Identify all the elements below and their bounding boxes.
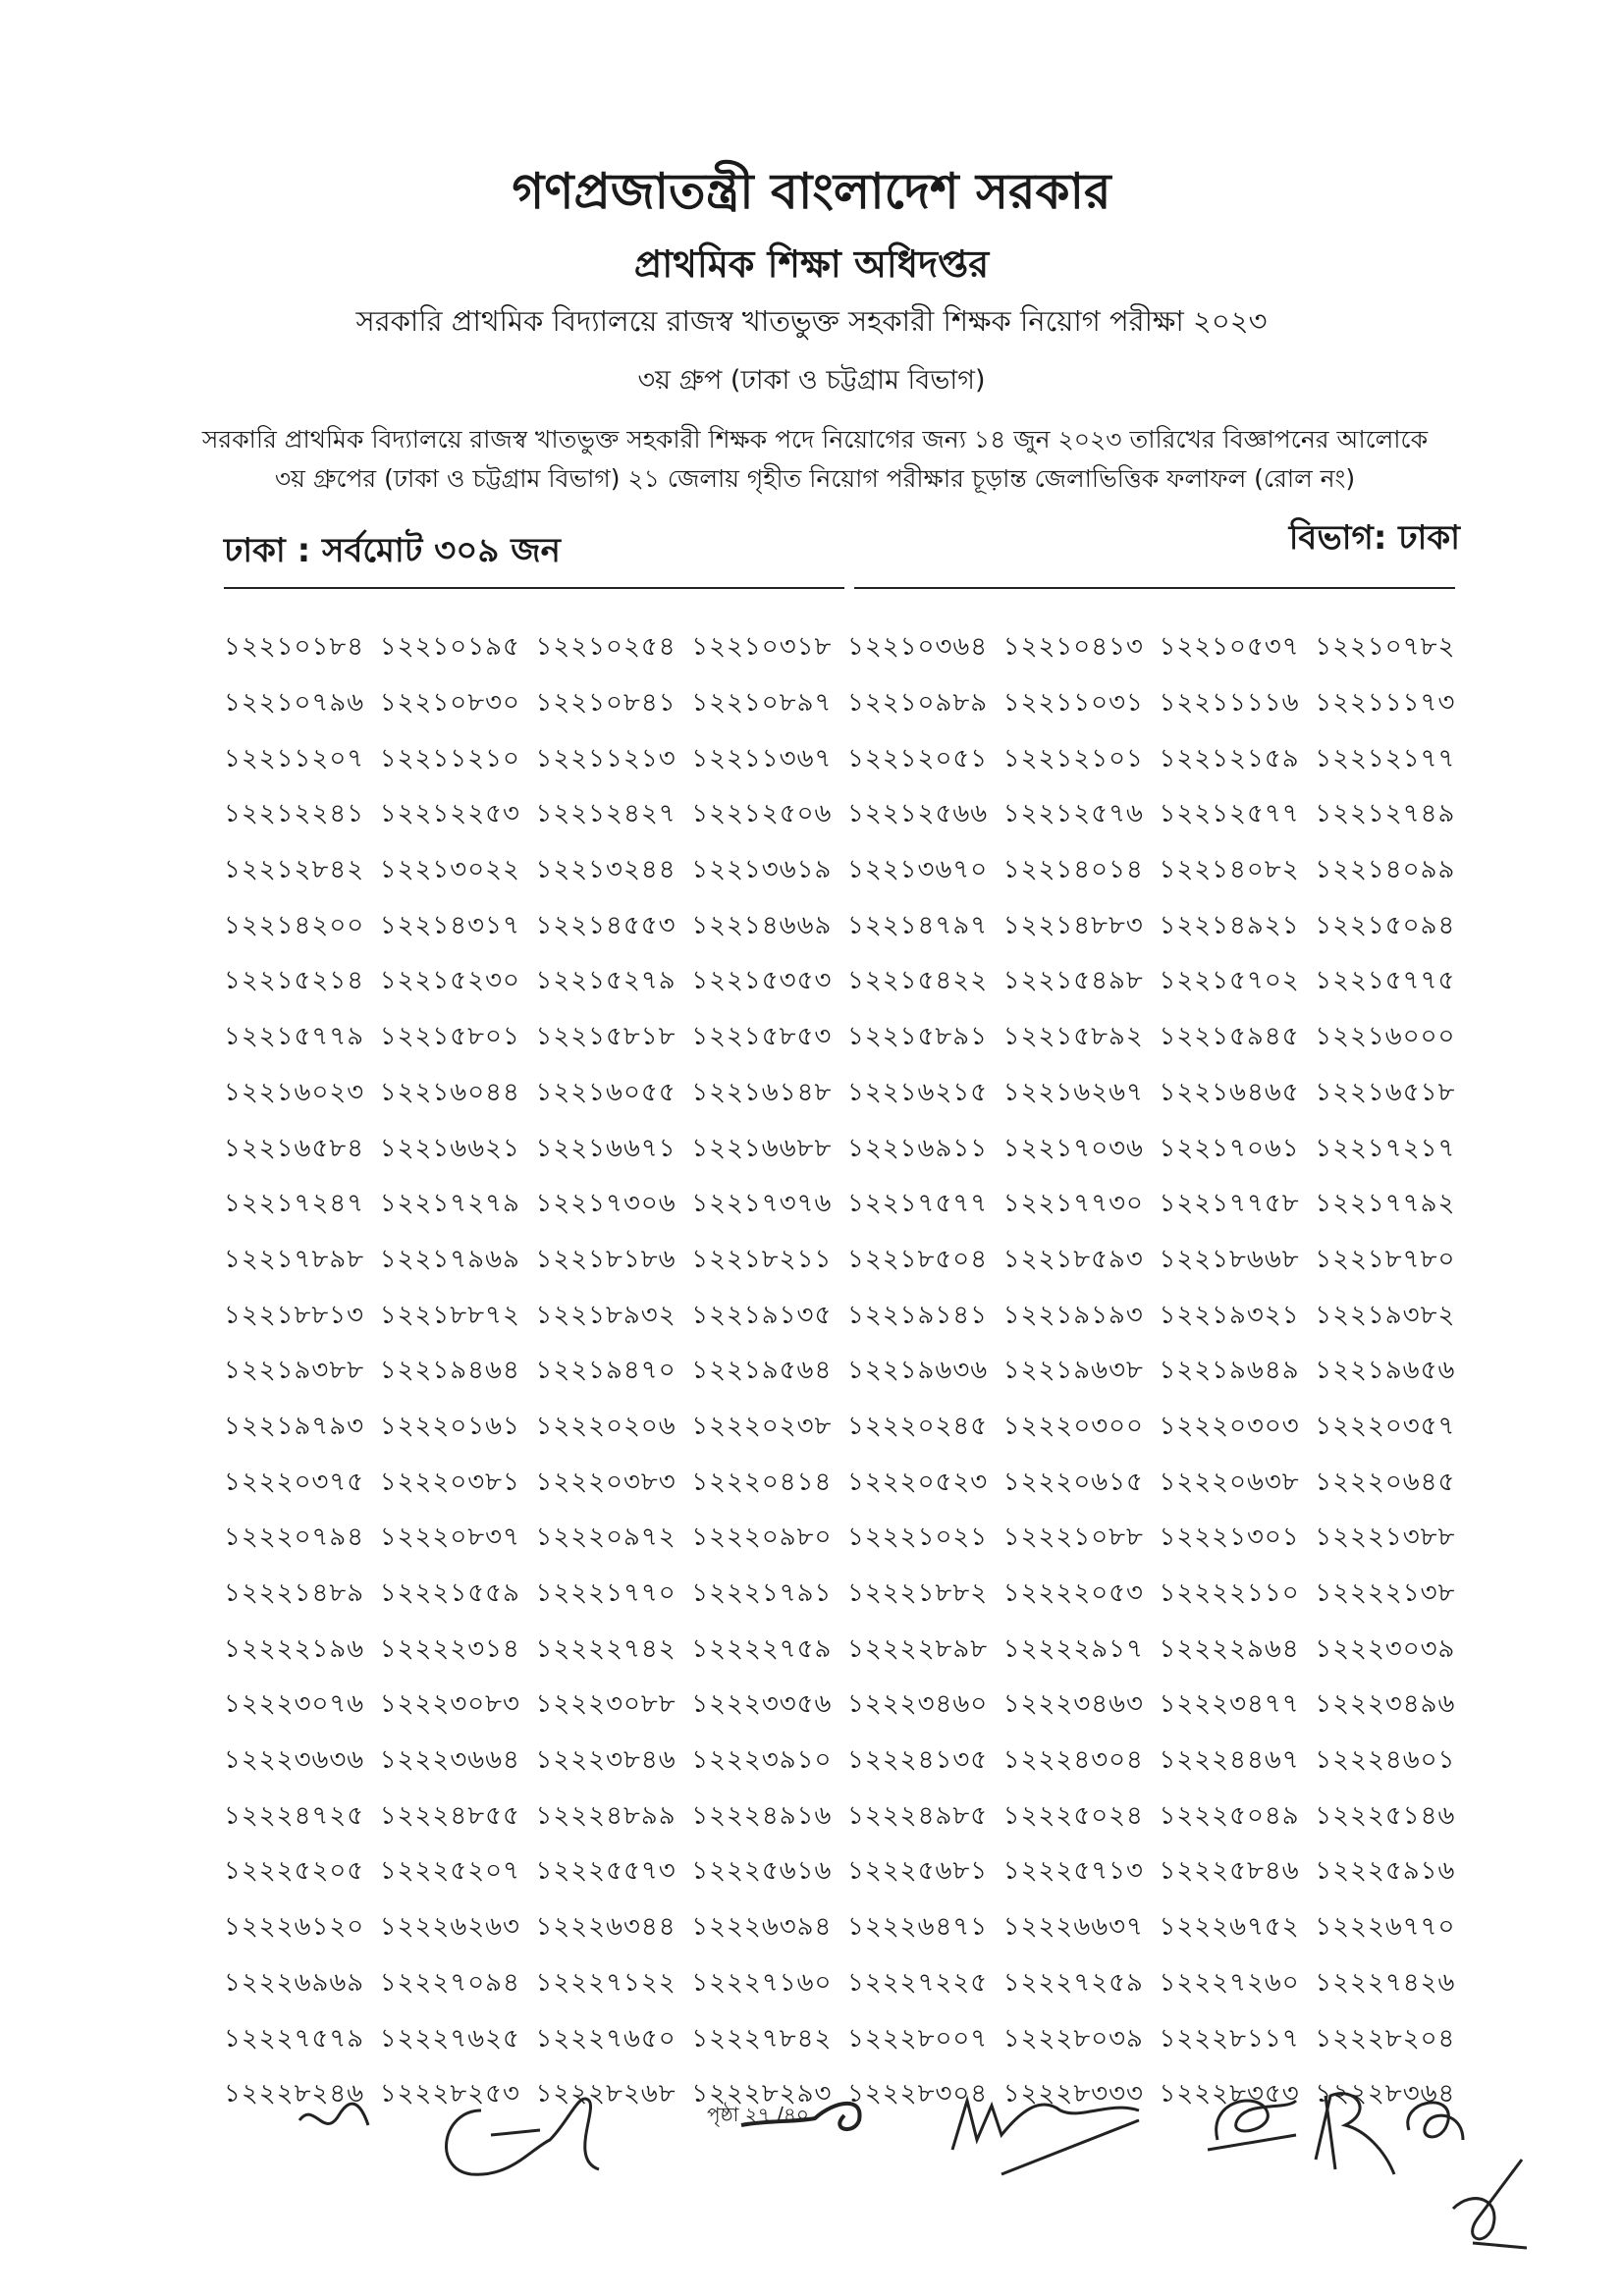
- roll-number: ১২২১৮৬৬৮: [1159, 1244, 1300, 1274]
- roll-number: ১২২২১০৮৮: [1002, 1522, 1144, 1553]
- roll-number: ১২২২৬২৬৩: [379, 1912, 520, 1943]
- roll-number: ১২২১৩২৪৪: [535, 855, 676, 885]
- roll-number: ১২২১৭২১৭: [1315, 1133, 1456, 1163]
- notice-line-2: ৩য় গ্রুপের (ঢাকা ও চট্টগ্রাম বিভাগ) ২১ জেলায় গৃহীত নিয়োগ পরীক্ষার চূড়ান্ত জেলাভিত্তিক ফলাফল (রোল নং): [274, 464, 1356, 493]
- roll-number: ১২২১০৫৩৭: [1159, 632, 1300, 663]
- roll-number: ১২২২৮২৯৩: [691, 2079, 833, 2109]
- roll-number: ১২২২০৬৪৫: [1315, 1467, 1456, 1497]
- roll-number: ১২২১২৭৪৯: [1315, 799, 1456, 829]
- roll-number: ১২২২৮২৫৩: [379, 2079, 520, 2109]
- roll-number: ১২২২৫২০৫: [224, 1856, 365, 1887]
- roll-number: ১২২১৫৮৯১: [847, 1022, 989, 1052]
- roll-number: ১২২২০৩০৩: [1159, 1411, 1300, 1441]
- roll-row: [224, 1010, 1471, 1066]
- roll-number: ১২২১৫২১৪: [224, 966, 365, 996]
- roll-row: [224, 1344, 1471, 1400]
- roll-number: ১২২২৮৩৬৪: [1315, 2079, 1456, 2109]
- roll-number: ১২২১০৯৮৯: [847, 688, 989, 719]
- roll-number: ১২২১৫৭৭৫: [1315, 966, 1456, 996]
- roll-number: ১২২২১৫৫৯: [379, 1578, 520, 1609]
- roll-number: ১২২২২০৫৩: [1002, 1578, 1144, 1609]
- roll-number: ১২২১২০৫১: [847, 743, 989, 774]
- roll-number: ১২২১১২০৭: [224, 743, 365, 774]
- roll-number: ১২২১০৭৮২: [1315, 632, 1456, 663]
- roll-number: ১২২২১৩০১: [1159, 1522, 1300, 1553]
- roll-number: ১২২১৪২০০: [224, 910, 365, 940]
- roll-number: ১২২১০৩১৮: [691, 632, 833, 663]
- roll-number: ১২২২৪৮৫৫: [379, 1800, 520, 1831]
- roll-number: ১২২২৭৪২৬: [1315, 1967, 1456, 1998]
- roll-number: ১২২১৬০৪৪: [379, 1077, 520, 1107]
- roll-number: ১২২১৭০৬১: [1159, 1133, 1300, 1163]
- roll-number: ১২২১৮২১১: [691, 1244, 833, 1274]
- roll-number: ১২২২০৩০০: [1002, 1411, 1144, 1441]
- roll-number: ১২২১৯৩৮৮: [224, 1356, 365, 1386]
- roll-number: ১২২২৭২৫৯: [1002, 1967, 1144, 1998]
- roll-row: [224, 1678, 1471, 1734]
- roll-number: ১২২১৯৬৩৬: [847, 1356, 989, 1386]
- roll-number: ১২২২০২৩৮: [691, 1411, 833, 1441]
- roll-number: ১২২২৪৬০১: [1315, 1745, 1456, 1776]
- roll-row: [224, 1511, 1471, 1567]
- roll-number: ১২২২৬৪৭১: [847, 1912, 989, 1943]
- roll-number: ১২২১৯৬৪৯: [1159, 1356, 1300, 1386]
- roll-number: ১২২২১৩৮৮: [1315, 1522, 1456, 1553]
- roll-number: ১২২১৫৯৪৫: [1159, 1022, 1300, 1052]
- roll-number: ১২২২৪১৩৫: [847, 1745, 989, 1776]
- signature-3: [943, 2081, 1168, 2189]
- roll-number: ১২২১৯৩২১: [1159, 1300, 1300, 1330]
- roll-number: ১২২১২৫৭৬: [1002, 799, 1144, 829]
- roll-number: ১২২২৪৮৯৯: [535, 1800, 676, 1831]
- roll-number: ১২২২২৯৬৪: [1159, 1633, 1300, 1664]
- roll-number: ১২২১৪৭৯৭: [847, 910, 989, 940]
- roll-number: ১২২২৬১২০: [224, 1912, 365, 1943]
- roll-number: ১২২২৭৮৪২: [691, 2023, 833, 2054]
- roll-number: ১২২১৫০৯৪: [1315, 910, 1456, 940]
- roll-number: ১২২১৬৪৬৫: [1159, 1077, 1300, 1107]
- roll-number: ১২২২৮০৩৯: [1002, 2023, 1144, 2054]
- exam-title: সরকারি প্রাথমিক বিদ্যালয়ে রাজস্ব খাতভুক্ত সহকারী শিক্ষক নিয়োগ পরীক্ষা ২০২৩: [355, 304, 1268, 338]
- roll-row: [224, 1066, 1471, 1122]
- signature-4: [1198, 2081, 1306, 2160]
- division-label: বিভাগ: ঢাকা: [1288, 518, 1460, 558]
- roll-number: ১২২২১৪৮৯: [224, 1578, 365, 1609]
- roll-number: ১২২১১২১৩: [535, 743, 676, 774]
- roll-number: ১২২১৪৩১৭: [379, 910, 520, 940]
- roll-number: ১২২২৩০৮৮: [535, 1689, 676, 1720]
- roll-number: ১২২২০৭৯৪: [224, 1522, 365, 1553]
- roll-number: ১২২১১০৩১: [1002, 688, 1144, 719]
- roll-number: ১২২১৪৯২১: [1159, 910, 1300, 940]
- roll-number: ১২২১৫৩৫৩: [691, 966, 833, 996]
- roll-number: ১২২১৮৯৩২: [535, 1300, 676, 1330]
- roll-number: ১২২২২৩১৪: [379, 1633, 520, 1664]
- roll-number: ১২২১২৫৭৭: [1159, 799, 1300, 829]
- roll-number: ১২২২৫২০৭: [379, 1856, 520, 1887]
- roll-row: [224, 1455, 1471, 1511]
- roll-row: [224, 731, 1471, 787]
- roll-number: ১২২১৭৯৬৯: [379, 1244, 520, 1274]
- roll-number: ১২২১৫২৭৯: [535, 966, 676, 996]
- roll-number: ১২২১৫২৩০: [379, 966, 520, 996]
- roll-number: ১২২১৯৩৮২: [1315, 1300, 1456, 1330]
- roll-number: ১২২২০৮৩৭: [379, 1522, 520, 1553]
- roll-number: ১২২২৬৯৬৯: [224, 1967, 365, 1998]
- roll-number: ১২২১১৩৬৭: [691, 743, 833, 774]
- roll-row: [224, 1844, 1471, 1900]
- roll-number: ১২২১৯১৯৩: [1002, 1300, 1144, 1330]
- roll-number: ১২২২৫৯১৬: [1315, 1856, 1456, 1887]
- roll-row: [224, 2011, 1471, 2067]
- roll-number: ১২২১২১০১: [1002, 743, 1144, 774]
- roll-number: ১২২২১৮৮২: [847, 1578, 989, 1609]
- roll-number: ১২২২৩০৭৬: [224, 1689, 365, 1720]
- roll-number: ১২২১৬৫১৮: [1315, 1077, 1456, 1107]
- signature-1: [422, 2081, 619, 2189]
- roll-number: ১২২২১৭৭০: [535, 1578, 676, 1609]
- roll-number: ১২২২০৪১৪: [691, 1467, 833, 1497]
- roll-number: ১২২১৯৬৩৮: [1002, 1356, 1144, 1386]
- roll-number: ১২২১২২৫৩: [379, 799, 520, 829]
- roll-number: ১২২২৩৪৯৬: [1315, 1689, 1456, 1720]
- roll-number: ১২২২২১৩৮: [1315, 1578, 1456, 1609]
- roll-number: ১২২১৪০৮২: [1159, 855, 1300, 885]
- roll-number: ১২২২৩৩৫৬: [691, 1689, 833, 1720]
- roll-number: ১২২১২২৪১: [224, 799, 365, 829]
- roll-number: ১২২২০৬১৫: [1002, 1467, 1144, 1497]
- roll-number: ১২২২৭২৬০: [1159, 1967, 1300, 1998]
- divider-right: [854, 587, 1455, 589]
- roll-number: ১২২২৮৩০৪: [847, 2079, 989, 2109]
- roll-row: [224, 1789, 1471, 1844]
- roll-number: ১২২২৭৫৭৯: [224, 2023, 365, 2054]
- roll-number: ১২২১৭০৩৬: [1002, 1133, 1144, 1163]
- roll-number: ১২২১৪৬৬৯: [691, 910, 833, 940]
- roll-number: ১২২১৯১৪১: [847, 1300, 989, 1330]
- roll-number: ১২২১৭৮৯৮: [224, 1244, 365, 1274]
- district-total: ঢাকা : সর্বমোট ৩০৯ জন: [224, 531, 561, 570]
- roll-row: [224, 1622, 1471, 1678]
- roll-number: ১২২১২৪২৭: [535, 799, 676, 829]
- roll-number: ১২২১৯৬৫৬: [1315, 1356, 1456, 1386]
- roll-number: ১২২১০৮৪১: [535, 688, 676, 719]
- roll-number: ১২২১৬৯১১: [847, 1133, 989, 1163]
- roll-number-grid: [224, 620, 1471, 2123]
- roll-number: ১২২১৮৫৯৩: [1002, 1244, 1144, 1274]
- roll-number: ১২২১৬৬৮৮: [691, 1133, 833, 1163]
- roll-number: ১২২১২৫০৬: [691, 799, 833, 829]
- roll-number: ১২২২২১১০: [1159, 1578, 1300, 1609]
- roll-number: ১২২১৯৪৭০: [535, 1356, 676, 1386]
- signature-2: [736, 2081, 874, 2140]
- roll-number: ১২২১২১৭৭: [1315, 743, 1456, 774]
- roll-number: ১২২২৫৭১৩: [1002, 1856, 1144, 1887]
- roll-row: [224, 1400, 1471, 1456]
- roll-number: ১২২১৪৫৫৩: [535, 910, 676, 940]
- roll-number: ১২২২৮৩৩৩: [1002, 2079, 1144, 2109]
- roll-number: ১২২২৪৯৮৫: [847, 1800, 989, 1831]
- roll-number: ১২২১০১৯৫: [379, 632, 520, 663]
- government-title: গণপ্রজাতন্ত্রী বাংলাদেশ সরকার: [512, 163, 1111, 220]
- roll-number: ১২২১২৫৬৬: [847, 799, 989, 829]
- roll-number: ১২২১১১৭৩: [1315, 688, 1456, 719]
- roll-row: [224, 620, 1471, 676]
- roll-number: ১২২২৬৭৫২: [1159, 1912, 1300, 1943]
- signature-6: [1394, 2081, 1473, 2160]
- roll-row: [224, 843, 1471, 899]
- roll-row: [224, 1177, 1471, 1233]
- roll-number: ১২২১৩৬১৯: [691, 855, 833, 885]
- roll-number: ১২২১৭৩০৬: [535, 1189, 676, 1219]
- roll-row: [224, 1233, 1471, 1289]
- roll-number: ১২২২৩৯১০: [691, 1745, 833, 1776]
- roll-number: ১২২২৫৮৪৬: [1159, 1856, 1300, 1887]
- signature-7: [1443, 2150, 1532, 2258]
- roll-number: ১২২১৫৭০২: [1159, 966, 1300, 996]
- roll-number: ১২২১০১৮৪: [224, 632, 365, 663]
- roll-number: ১২২২০১৬১: [379, 1411, 520, 1441]
- roll-number: ১২২২৬৬৩৭: [1002, 1912, 1144, 1943]
- roll-number: ১২২২১৭৯১: [691, 1578, 833, 1609]
- roll-number: ১২২১৫৮৫৩: [691, 1022, 833, 1052]
- initial-signature: [295, 2081, 373, 2150]
- roll-number: ১২২১৬৬২১: [379, 1133, 520, 1163]
- roll-number: ১২২২২৭৫৯: [691, 1633, 833, 1664]
- roll-number: ১২২১৮১৮৬: [535, 1244, 676, 1274]
- roll-number: ১২২২০৬৩৮: [1159, 1467, 1300, 1497]
- roll-row: [224, 1121, 1471, 1177]
- roll-number: ১২২১১১১৬: [1159, 688, 1300, 719]
- roll-number: ১২২২১০২১: [847, 1522, 989, 1553]
- roll-number: ১২২২৬৭৭০: [1315, 1912, 1456, 1943]
- roll-number: ১২২১০২৫৪: [535, 632, 676, 663]
- page-number: পৃষ্ঠা ২৭ /৪০: [707, 2103, 809, 2126]
- roll-number: ১২২২৫৬১৬: [691, 1856, 833, 1887]
- roll-number: ১২২২০২০৬: [535, 1411, 676, 1441]
- roll-number: ১২২২২১৯৬: [224, 1633, 365, 1664]
- roll-row: [224, 676, 1471, 732]
- roll-number: ১২২২৩৮৪৬: [535, 1745, 676, 1776]
- roll-row: [224, 1734, 1471, 1789]
- roll-number: ১২২২৮২০৪: [1315, 2023, 1456, 2054]
- roll-number: ১২২২৭০৯৪: [379, 1967, 520, 1998]
- roll-number: ১২২২৪৪৬৭: [1159, 1745, 1300, 1776]
- roll-number: ১২২১৬২৬৭: [1002, 1077, 1144, 1107]
- group-title: ৩য় গ্রুপ (ঢাকা ও চট্টগ্রাম বিভাগ): [637, 365, 986, 396]
- roll-number: ১২২২৮২৬৮: [535, 2079, 676, 2109]
- roll-number: ১২২২৭৬৫০: [535, 2023, 676, 2054]
- roll-number: ১২২১৪০৯৯: [1315, 855, 1456, 885]
- roll-number: ১২২২৩৪৬০: [847, 1689, 989, 1720]
- roll-number: ১২২১৮৫০৪: [847, 1244, 989, 1274]
- roll-number: ১২২২৬৩৯৪: [691, 1912, 833, 1943]
- roll-number: ১২২২৪৯১৬: [691, 1800, 833, 1831]
- roll-number: ১২২২০২৪৫: [847, 1411, 989, 1441]
- roll-number: ১২২১২৮৪২: [224, 855, 365, 885]
- roll-number: ১২২১৪০১৪: [1002, 855, 1144, 885]
- roll-row: [224, 954, 1471, 1010]
- roll-number: ১২২১৪৮৮৩: [1002, 910, 1144, 940]
- roll-number: ১২২২৮১১৭: [1159, 2023, 1300, 2054]
- roll-number: ১২২২০৫২৩: [847, 1467, 989, 1497]
- roll-number: ১২২১৬০২৩: [224, 1077, 365, 1107]
- roll-number: ১২২১৬১৪৮: [691, 1077, 833, 1107]
- roll-number: ১২২১৫৪৯৮: [1002, 966, 1144, 996]
- roll-number: ১২২১৭৩৭৬: [691, 1189, 833, 1219]
- roll-number: ১২২১১২১০: [379, 743, 520, 774]
- roll-number: ১২২১৭৭৫৮: [1159, 1189, 1300, 1219]
- roll-number: ১২২২৩০৮৩: [379, 1689, 520, 1720]
- notice-line-1: সরকারি প্রাথমিক বিদ্যালয়ে রাজস্ব খাতভুক্ত সহকারী শিক্ষক পদে নিয়োগের জন্য ১৪ জুন ২০২৩ তারিখের বিজ্ঞাপনের আলোকে: [201, 425, 1429, 454]
- roll-number: ১২২১৯৭৯৩: [224, 1411, 365, 1441]
- roll-number: ১২২১৭৭৩০: [1002, 1189, 1144, 1219]
- roll-number: ১২২২০৩৮১: [379, 1467, 520, 1497]
- directorate-title: প্রাথমিক শিক্ষা অধিদপ্তর: [633, 242, 990, 286]
- roll-number: ১২২২৫৫৭৩: [535, 1856, 676, 1887]
- roll-number: ১২২২৩৪৬৩: [1002, 1689, 1144, 1720]
- roll-number: ১২২১৫৪২২: [847, 966, 989, 996]
- roll-number: ১২২১৭২৪৭: [224, 1189, 365, 1219]
- roll-number: ১২২১০৮৯৭: [691, 688, 833, 719]
- roll-number: ১২২২০৩৮৩: [535, 1467, 676, 1497]
- roll-number: ১২২২৫০২৪: [1002, 1800, 1144, 1831]
- roll-number: ১২২২৪৭২৫: [224, 1800, 365, 1831]
- roll-number: ১২২২৮৩৫৩: [1159, 2079, 1300, 2109]
- roll-number: ১২২১০৩৬৪: [847, 632, 989, 663]
- roll-number: ১২২২৩৬৩৬: [224, 1745, 365, 1776]
- roll-number: ১২২২২৭৪২: [535, 1633, 676, 1664]
- roll-number: ১২২১৫৮০১: [379, 1022, 520, 1052]
- roll-number: ১২২২৭২২৫: [847, 1967, 989, 1998]
- roll-number: ১২২১৯৪৬৪: [379, 1356, 520, 1386]
- roll-number: ১২২২৫৬৮১: [847, 1856, 989, 1887]
- roll-number: ১২২২০৩৫৭: [1315, 1411, 1456, 1441]
- roll-row: [224, 1567, 1471, 1623]
- roll-row: [224, 787, 1471, 843]
- roll-number: ১২২১৯৫৬৪: [691, 1356, 833, 1386]
- roll-number: ১২২১০৪১৩: [1002, 632, 1144, 663]
- roll-number: ১২২২০৯৭২: [535, 1522, 676, 1553]
- roll-number: ১২২২৭১২২: [535, 1967, 676, 1998]
- roll-number: ১২২১৩৬৭০: [847, 855, 989, 885]
- roll-number: ১২২১২১৫৯: [1159, 743, 1300, 774]
- roll-number: ১২২১৭৭৯২: [1315, 1189, 1456, 1219]
- roll-row: [224, 1956, 1471, 2012]
- roll-number: ১২২২৩৬৬৪: [379, 1745, 520, 1776]
- roll-number: ১২২২৫০৪৯: [1159, 1800, 1300, 1831]
- roll-number: ১২২১৫৮১৮: [535, 1022, 676, 1052]
- roll-number: ১২২২২৮৯৮: [847, 1633, 989, 1664]
- roll-number: ১২২১৮৭৮০: [1315, 1244, 1456, 1274]
- roll-number: ১২২১৭৫৭৭: [847, 1189, 989, 1219]
- roll-number: ১২২২৬৩৪৪: [535, 1912, 676, 1943]
- roll-number: ১২২১৬২১৫: [847, 1077, 989, 1107]
- roll-number: ১২২২৫১৪৬: [1315, 1800, 1456, 1831]
- roll-number: ১২২২৪৩০৪: [1002, 1745, 1144, 1776]
- roll-number: ১২২১০৮৩০: [379, 688, 520, 719]
- roll-number: ১২২২০৯৮০: [691, 1522, 833, 1553]
- roll-number: ১২২২৭১৬০: [691, 1967, 833, 1998]
- roll-number: ১২২২৩০৩৯: [1315, 1633, 1456, 1664]
- roll-number: ১২২১৩০২২: [379, 855, 520, 885]
- roll-number: ১২২২৩৪৭৭: [1159, 1689, 1300, 1720]
- roll-number: ১২২১৬০৫৫: [535, 1077, 676, 1107]
- roll-row: [224, 1900, 1471, 1956]
- roll-number: ১২২১৭২৭৯: [379, 1189, 520, 1219]
- notice-text: [177, 420, 1453, 499]
- divider-left: [224, 587, 844, 589]
- roll-number: ১২২১৮৮১৩: [224, 1300, 365, 1330]
- roll-number: ১২২২৮২৪৬: [224, 2079, 365, 2109]
- roll-number: ১২২১৫৮৯২: [1002, 1022, 1144, 1052]
- roll-number: ১২২১৬০০০: [1315, 1022, 1456, 1052]
- roll-row: [224, 898, 1471, 954]
- roll-number: ১২২১৯১৩৫: [691, 1300, 833, 1330]
- roll-number: ১২২২৭৬২৫: [379, 2023, 520, 2054]
- roll-number: ১২২১০৭৯৬: [224, 688, 365, 719]
- roll-row: [224, 1288, 1471, 1344]
- roll-number: ১২২২৮০০৭: [847, 2023, 989, 2054]
- roll-number: ১২২২২৯১৭: [1002, 1633, 1144, 1664]
- roll-number: ১২২১৫৭৭৯: [224, 1022, 365, 1052]
- roll-number: ১২২১৬৬৭১: [535, 1133, 676, 1163]
- roll-number: ১২২১৮৮৭২: [379, 1300, 520, 1330]
- roll-number: ১২২২০৩৭৫: [224, 1467, 365, 1497]
- roll-number: ১২২১৬৫৮৪: [224, 1133, 365, 1163]
